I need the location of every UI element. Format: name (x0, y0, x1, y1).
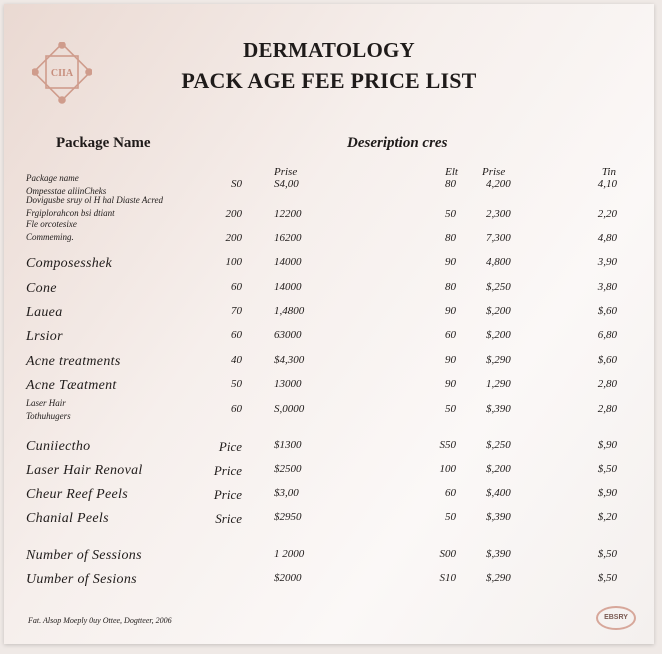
row-tin: $,50 (597, 463, 617, 475)
description-header: Deseription cres (347, 135, 448, 151)
package-name-header: Package Name (56, 135, 151, 151)
row-elt: 50 (445, 511, 456, 523)
row-elt: 50 (445, 403, 456, 415)
row-price-2: 1,290 (486, 378, 511, 390)
row-price: 14000 (274, 256, 302, 268)
row-price: S,0000 (274, 403, 305, 415)
logo-text: CIIA (50, 68, 74, 79)
row-quantity: S0 (231, 178, 242, 190)
price-list-sheet (4, 4, 654, 644)
table-row (4, 281, 654, 301)
row-tin: 2,80 (597, 378, 617, 390)
clinic-logo-icon (32, 42, 92, 104)
table-row (4, 219, 654, 252)
row-quantity: Srice (215, 511, 242, 526)
table-row (4, 378, 654, 398)
row-quantity: 200 (225, 208, 242, 220)
row-package-name: Lrsior (26, 329, 63, 344)
row-elt: 100 (439, 463, 456, 475)
title-line-2: PACK AGE FEE PRICE LIST (181, 68, 477, 93)
row-tin: 2,80 (597, 403, 617, 415)
table-row (4, 463, 654, 483)
row-price-2: $,400 (486, 487, 511, 499)
table-row (4, 487, 654, 507)
row-price: 1 2000 (274, 548, 305, 560)
row-price: $3,00 (274, 487, 299, 499)
row-package-name: Composesshek (26, 256, 113, 271)
row-price-2: 4,200 (486, 178, 511, 190)
row-tin: $,20 (597, 511, 617, 523)
row-tin: $,60 (597, 305, 617, 317)
row-package-name: Lauea (26, 305, 63, 320)
column-tin: Tin (601, 166, 616, 178)
row-tin: $,50 (597, 572, 617, 584)
row-elt: S10 (439, 572, 456, 584)
stamp-badge: EBSRY (596, 606, 636, 630)
row-price: 13000 (274, 378, 302, 390)
row-package-name: Laser Hair Renoval (26, 463, 143, 478)
row-price-2: $,250 (486, 281, 511, 293)
row-quantity: 60 (231, 403, 242, 415)
row-price-2: $,290 (486, 354, 511, 366)
column-elt: Elt (445, 166, 458, 178)
row-tin: 3,90 (597, 256, 617, 268)
row-tin: 2,20 (597, 208, 617, 220)
table-row (4, 305, 654, 325)
column-price-2: Prise (482, 166, 506, 178)
table-row (4, 439, 654, 459)
row-price-2: $,390 (486, 511, 511, 523)
row-tin: $,90 (597, 439, 617, 451)
row-quantity: 100 (225, 256, 242, 268)
row-quantity: Price (213, 463, 242, 478)
row-price: 1,4800 (274, 305, 305, 317)
row-price: $4,300 (274, 354, 305, 366)
row-elt: 60 (445, 487, 456, 499)
row-package-name: Chanial Peels (26, 511, 109, 526)
row-price: 16200 (274, 232, 302, 244)
row-price-2: $,250 (486, 439, 511, 451)
row-price-2: $,390 (486, 403, 511, 415)
table-row (4, 572, 654, 592)
row-price: $2000 (274, 572, 302, 584)
row-package-name: Dovigusbe sruy ol H hal Diaste Acred Frgiplorahcon bsi dtiant (26, 195, 163, 218)
row-tin: $,50 (597, 548, 617, 560)
row-quantity: Pice (218, 439, 242, 454)
row-quantity: Price (213, 487, 242, 502)
table-row (4, 548, 654, 568)
row-quantity: 60 (231, 281, 242, 293)
row-elt: S50 (439, 439, 456, 451)
column-price: Prise (274, 166, 298, 178)
row-price-2: $,200 (486, 329, 511, 341)
row-price-2: $,390 (486, 548, 511, 560)
row-quantity: 60 (231, 329, 242, 341)
row-quantity: 70 (231, 305, 242, 317)
row-quantity: 200 (225, 232, 242, 244)
row-elt: S00 (439, 548, 456, 560)
row-price: $1300 (274, 439, 302, 451)
row-tin: 6,80 (597, 329, 617, 341)
row-elt: 60 (445, 329, 456, 341)
row-elt: 90 (445, 378, 456, 390)
row-package-name: Uumber of Sesions (26, 572, 137, 587)
row-price-2: $,200 (486, 305, 511, 317)
table-row (4, 195, 654, 228)
row-package-name: Package name Ompesstae aliinCheks (26, 173, 107, 196)
row-price-2: $,290 (486, 572, 511, 584)
row-price-2: 4,800 (486, 256, 511, 268)
row-package-name: Cuniiectho (26, 439, 91, 454)
row-elt: 80 (445, 178, 456, 190)
footnote: Fat. Alsop Moeply 0uy Ottee, Dogtteer, 2006 (28, 616, 172, 625)
row-package-name: Acne Tæatment (26, 378, 117, 393)
row-package-name: Number of Sessions (26, 548, 142, 563)
row-package-name: Laser Hair Tothuhugers (26, 398, 71, 421)
row-price: 63000 (274, 329, 302, 341)
row-price: 12200 (274, 208, 302, 220)
row-package-name: Acne treatments (26, 354, 121, 369)
row-tin: 4,10 (597, 178, 617, 190)
table-row (4, 398, 654, 423)
row-elt: 90 (445, 354, 456, 366)
row-elt: 80 (445, 281, 456, 293)
row-elt: 50 (445, 208, 456, 220)
row-price: $2500 (274, 463, 302, 475)
row-package-name: Cone (26, 281, 57, 296)
row-elt: 80 (445, 232, 456, 244)
row-package-name: Fle orcotesixe Commeming. (26, 219, 77, 242)
row-price: $2950 (274, 511, 302, 523)
table-row (4, 511, 654, 531)
row-quantity: 50 (231, 378, 242, 390)
row-price-2: 7,300 (486, 232, 511, 244)
row-tin: 3,80 (597, 281, 617, 293)
row-price-2: 2,300 (486, 208, 511, 220)
row-price: S4,00 (274, 178, 299, 190)
row-package-name: Cheur Reef Peels (26, 487, 128, 502)
row-elt: 90 (445, 305, 456, 317)
row-price-2: $,200 (486, 463, 511, 475)
table-row (4, 256, 654, 276)
title-line-1: DERMATOLOGY (243, 38, 415, 62)
table-row (4, 354, 654, 374)
table-row (4, 329, 654, 349)
row-tin: 4,80 (597, 232, 617, 244)
row-elt: 90 (445, 256, 456, 268)
row-price: 14000 (274, 281, 302, 293)
row-tin: $,90 (597, 487, 617, 499)
row-tin: $,60 (597, 354, 617, 366)
row-quantity: 40 (231, 354, 242, 366)
